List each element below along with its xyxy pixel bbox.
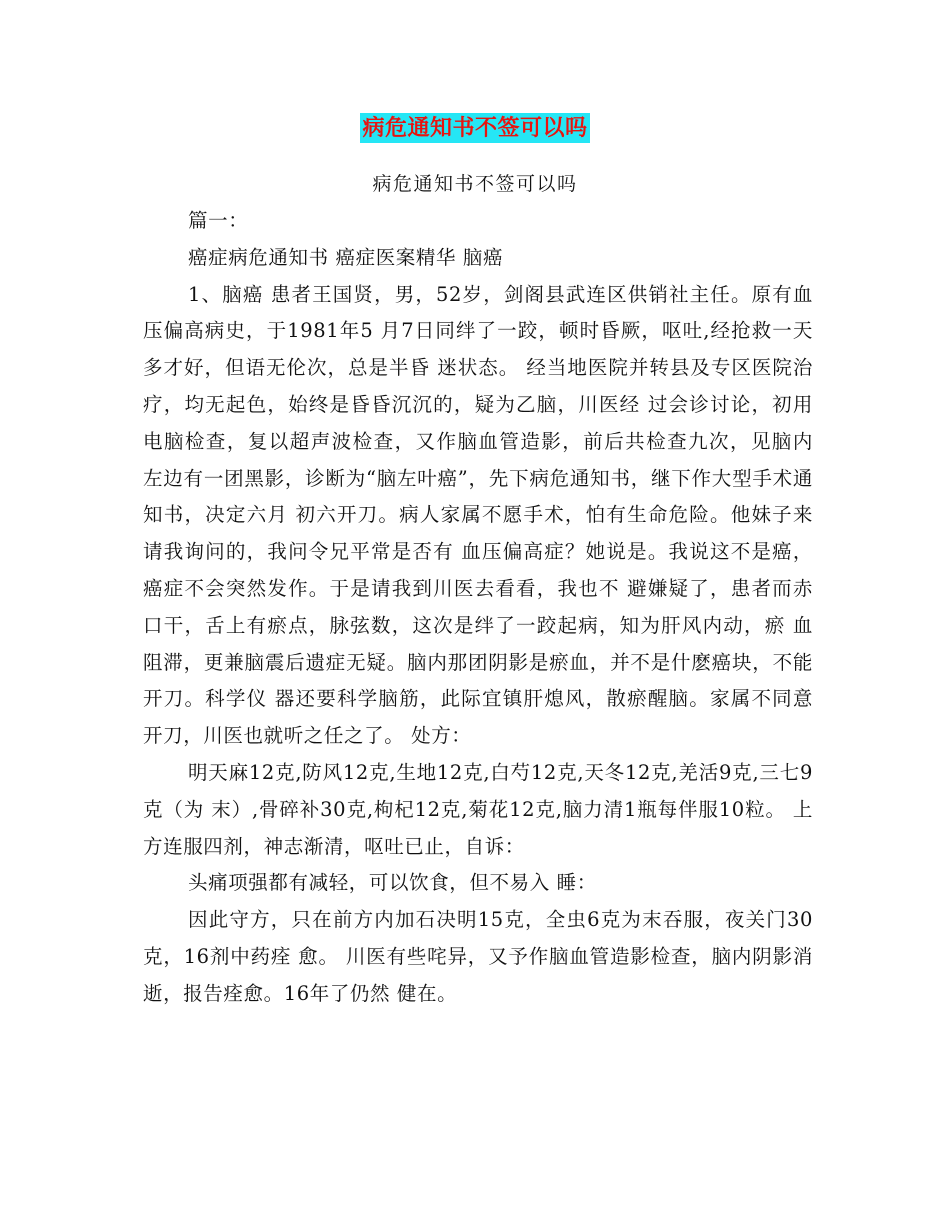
document-body [143, 203, 813, 1013]
paragraph-symptoms: 头痛项强都有减轻，可以饮食，但不易入 睡： [188, 871, 597, 895]
paragraph-outcome: 因此守方，只在前方内加石决明15克，全虫6克为末吞服，夜关门30克，16剂中药痊 愈。 川医有些咤异，又予作脑血管造影检查，脑内阴影消逝，报告痊愈。16年了仍然 健在。 [143, 908, 813, 1005]
document-title [0, 113, 950, 145]
paragraph-prescription: 明天麻12克,防风12克,生地12克,白芍12克,天冬12克,羌活9克,三七9克（为 末）,骨碎补30克,枸杞12克,菊花12克,脑力清1瓶每伴服10粒。 上方连服四剂，神志渐清，呕吐已止，自诉： [143, 760, 814, 858]
document-title-text: 病危通知书不签可以吗 [362, 115, 588, 141]
paragraph-section-label: 篇一： [188, 209, 249, 232]
paragraph-case-description: 1、脑癌 患者王国贤，男，52岁，剑阁县武连区供销社主任。原有血压偏高病史，于1981年5 月7日同绊了一跤，顿时昏厥，呕吐,经抢救一天多才好，但语无伦次，总是半昏 迷状态。 经当地医院并转县及专区医院治疗，均无起色，始终是昏昏沉沉的，疑为乙脑，川医经 过会诊讨论，初用电脑检查，复以超声波检查，又作脑血管造影，前后共检查九次，见脑内 左边有一团黑影，诊断为“脑左叶癌”，先下病危通知书，继下作大型手术通知书，决定六月 初六开刀。病人家属不愿手术，怕有生命危险。他妹子来请我询问的，我问令兄平常是否有 血压偏高症？她说是。我说这不是癌，癌症不会突然发作。于是请我到川医去看看，我也不 避嫌疑了，患者而赤口干，舌上有瘀点，脉弦数，这次是绊了一跤起病，知为肝风内动，瘀 血阻滞，更兼脑震后遗症无疑。脑内那团阴影是瘀血，并不是什麽癌块，不能开刀。科学仪 器还要科学脑筋，此际宜镇肝熄风，散瘀醒脑。家属不同意开刀，川医也就听之任之了。 处方： [143, 282, 813, 748]
paragraph-heading: 癌症病危通知书 癌症医案精华 脑癌 [188, 245, 504, 269]
document-subtitle: 病危通知书不签可以吗 [372, 173, 578, 195]
